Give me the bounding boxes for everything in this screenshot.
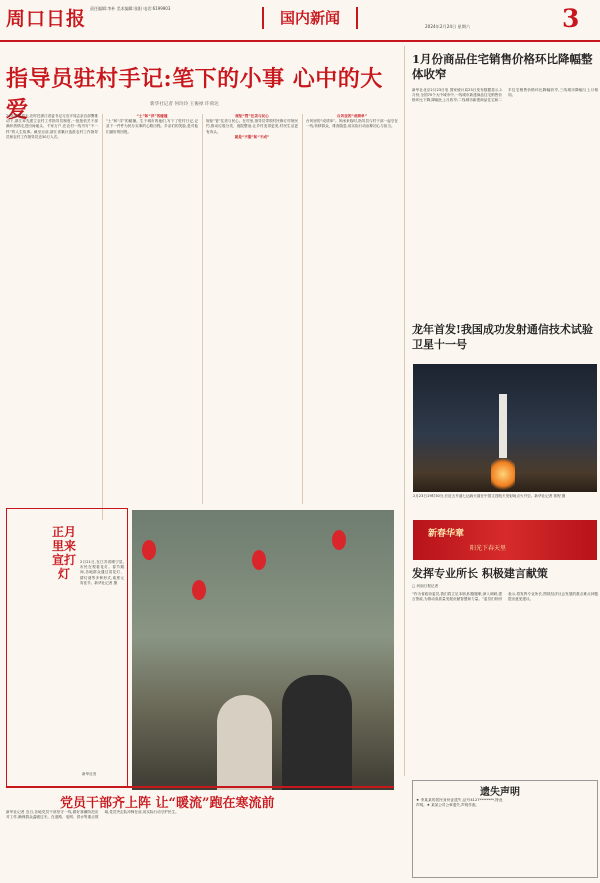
side-story-title: 正月里来宣打灯: [52, 525, 77, 581]
subhead: 规矩“管”住美与民心: [235, 114, 269, 118]
main-column-2: [106, 114, 198, 520]
rocket-flame: [491, 456, 515, 492]
lost-notice-headline: 遗失声明: [480, 787, 520, 798]
article-paragraph: 20年前的春天,在时任浙江省委书记习近平同志亲自部署推动下,浙江率先建立农村工作指导员制度,一批批机关干部满怀热情走进田间地头、千家万户,在农村一线书写“不一样”的人生故事。截至目前,浙江省累计选派农村工作指导员和农村工作指导员近30万人次。: [6, 114, 98, 139]
column-rule: [102, 114, 103, 520]
bottom-body: 新华社记者 近日,各地党员干部坚守一线,做好寒潮防范应对工作,确保群众温暖过冬。在道路、电网、供水等重点领域,党员突击队冲锋在前,用实际行动守护民生。: [6, 810, 179, 820]
lantern-shape: [332, 530, 346, 550]
bottom-headline: 党员干部齐上阵 让“暖流”跑在寒流前: [60, 796, 275, 811]
main-column-4: [306, 114, 398, 520]
vertical-page-rule: [404, 46, 405, 776]
right-top-headline: 1月份商品住宅销售价格环比降幅整体收窄: [412, 52, 593, 81]
right-top-body: 新华社北京2月23日电 国家统计局23日发布数据显示,1月份,全国70个大中城市中,一线城市新建商品住宅销售价格环比下降,降幅比上月收窄;二线城市新建商品住宅和二手住宅销售价格环比降幅收窄,三线城市降幅与上月相同。: [412, 88, 598, 103]
right-bottom-body: “作为省政协委员,我们将立足本职,积极履职,深入调研,建言资政,为推动高质量发展贡献智慧和力量。”委员们纷纷表示,将发挥专业所长,围绕经济社会发展的重点难点问题提出意见建议。: [412, 592, 598, 602]
lantern-shape: [142, 540, 156, 560]
banner-subtitle: 阳光下春天里: [470, 545, 507, 552]
lantern-shape: [192, 580, 206, 600]
lantern-photo: [132, 510, 394, 790]
child-silhouette: [217, 695, 272, 790]
lost-notice-body: ★ 李某某的居民身份证遗失,证号4127********,特此声明。★ 某某公司公章遗失,声明作废。: [416, 798, 503, 808]
right-bottom-kicker: □ 河南日报记者: [412, 584, 439, 588]
main-headline: 指导员驻村手记:笔下的小事 心中的大爱: [6, 66, 383, 123]
banner-title: 新春华章: [428, 529, 465, 539]
right-mid-headline: 龙年首发!我国成功发射通信技术试验卫星十一号: [412, 323, 593, 351]
masthead-info: 责任编辑:李朴 美术编辑:张阳 电话:6199903: [90, 6, 171, 11]
rocket-shape: [499, 394, 507, 458]
page-number: 3: [562, 4, 580, 33]
main-byline: 新华社记者 何玲玲 王俊禄 许舜达: [150, 102, 219, 107]
person-silhouette: [282, 675, 352, 790]
subhead: 台风里的“成绩单”: [337, 114, 367, 118]
main-column-3: [206, 114, 298, 520]
article-paragraph: “土”和“洋”的碰撞。生于城市的他们,写下了驻村日记,记录下一件件为民办实事的心路历程。乡亲们的笑脸,是对他们最好的回报。: [106, 119, 198, 134]
side-story-caption: 2月21日,在江苏省睢宁县,市民在观看花灯。春节期间,各地群众通过赏花灯、猜灯谜等多种形式,欢度元宵佳节。新华社记者 摄: [80, 560, 124, 585]
main-column-1: [6, 114, 98, 520]
newspaper-logo: 周口日报: [6, 8, 87, 30]
right-bottom-headline: 发挥专业所长 积极建言献策: [412, 567, 548, 580]
article-paragraph: 规矩“管”住美与民心。在村里,指导员带领村民修订村规民约,推动垃圾分类、庭院整治,让乡村变得更美,村民生活更有奔头。: [206, 119, 298, 134]
subhead: “土”和“洋”的碰撞: [136, 114, 168, 118]
column-rule: [202, 114, 203, 504]
subhead: 就是“不服”和“不成”: [234, 134, 270, 139]
side-story-credit: 新华社发: [82, 772, 97, 776]
rocket-launch-photo: [413, 364, 597, 492]
column-rule: [302, 114, 303, 504]
bottom-rule: [6, 786, 394, 788]
article-paragraph: 台风里的“成绩单”。风雨来临时,指导员与村干部一起守在一线,转移群众、排查隐患,用实际行动诠释初心与担当。: [306, 119, 398, 129]
lantern-shape: [252, 550, 266, 570]
rocket-caption: 2月23日19时30分,长征五号遥七运载火箭在中国文昌航天发射场点火升空。新华社记者 郭程 摄: [413, 494, 566, 498]
section-title: 国内新闻: [262, 7, 358, 29]
issue-date: 2024年2月24日 星期六: [425, 24, 471, 29]
